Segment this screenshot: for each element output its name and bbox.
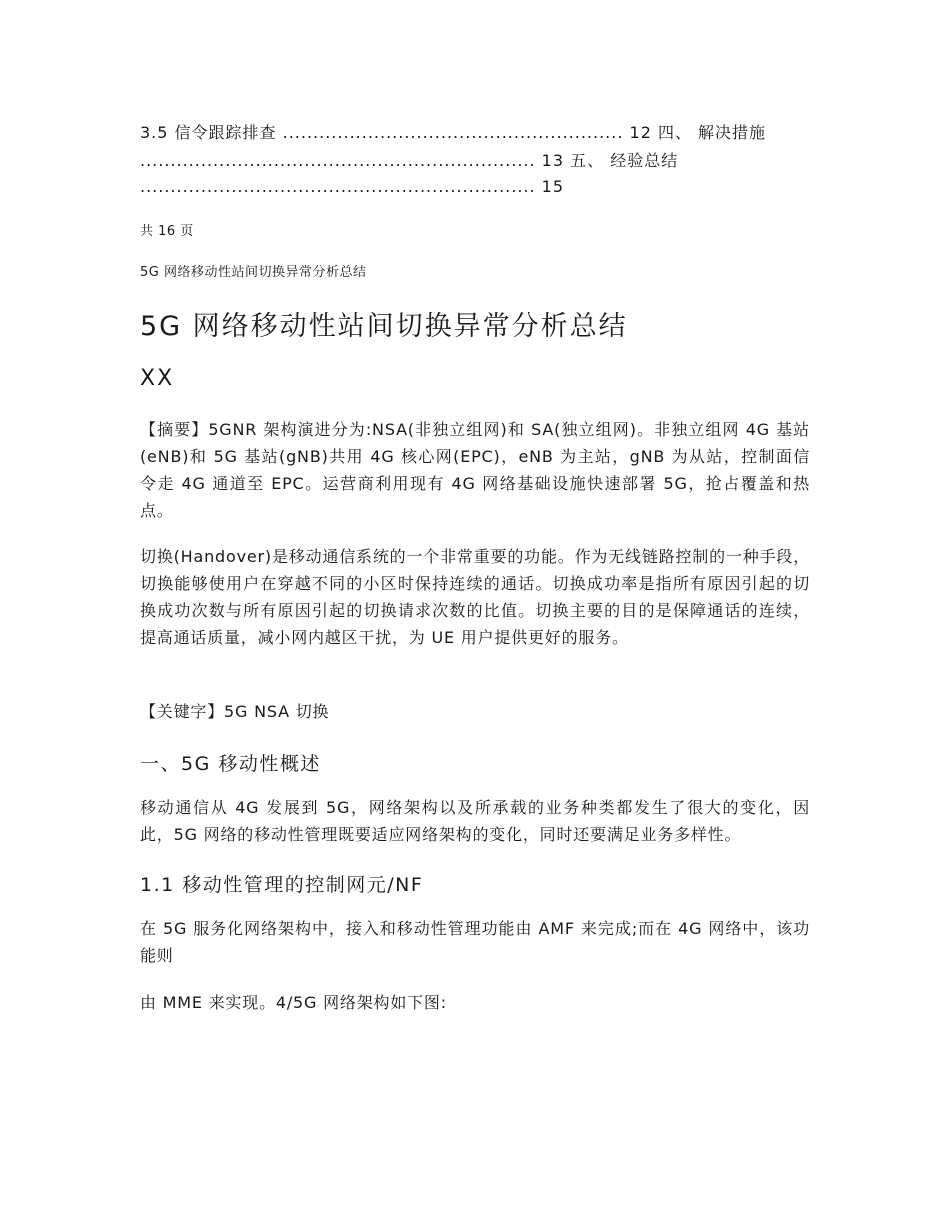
toc-line-1: 3.5 信令跟踪排查 ........................................................ 12 四、 解决措施 [140, 123, 767, 142]
author: XX [140, 366, 175, 391]
toc-line-3: ................................................................. 15 [140, 177, 565, 196]
section-1-paragraph: 移动通信从 4G 发展到 5G，网络架构以及所承载的业务种类都发生了很大的变化，因此，5G 网络的移动性管理既要适应网络架构的变化，同时还要满足业务多样性。 [140, 798, 810, 844]
section-heading-1-1: 1.1 移动性管理的控制网元/NF [140, 874, 424, 896]
section-1-1-paragraph-1: 在 5G 服务化网络架构中，接入和移动性管理功能由 AMF 来完成;而在 4G 网络中，该功能则 [140, 919, 810, 965]
intro-paragraph: 切换(Handover)是移动通信系统的一个非常重要的功能。作为无线链路控制的一种手段，切换能够使用户在穿越不同的小区时保持连续的通话。切换成功率是指所有原因引起的切换成功次数与所有原因引起的切换请求次数的比值。切换主要的目的是保障通话的连续，提高通话质量，减小网内越区干扰，为 UE 用户提供更好的服务。 [140, 547, 810, 647]
document-title: 5G 网络移动性站间切换异常分析总结 [140, 311, 628, 342]
section-heading-1: 一、5G 移动性概述 [140, 753, 321, 775]
section-1-1-paragraph-2: 由 MME 来实现。4/5G 网络架构如下图: [140, 993, 447, 1012]
keywords: 【关键字】5G NSA 切换 [140, 702, 330, 721]
running-header: 5G 网络移动性站间切换异常分析总结 [140, 265, 367, 280]
toc-line-2: ................................................................. 13 五、 经验总结 [140, 151, 679, 170]
page-count: 共 16 页 [140, 224, 194, 239]
abstract-paragraph: 【摘要】5GNR 架构演进分为:NSA(非独立组网)和 SA(独立组网)。非独立组网 4G 基站(eNB)和 5G 基站(gNB)共用 4G 核心网(EPC)，eNB 为主站，gNB 为从站，控制面信令走 4G 通道至 EPC。运营商利用现有 4G 网络基础设施快速部署 5G，抢占覆盖和热点。 [140, 420, 810, 520]
